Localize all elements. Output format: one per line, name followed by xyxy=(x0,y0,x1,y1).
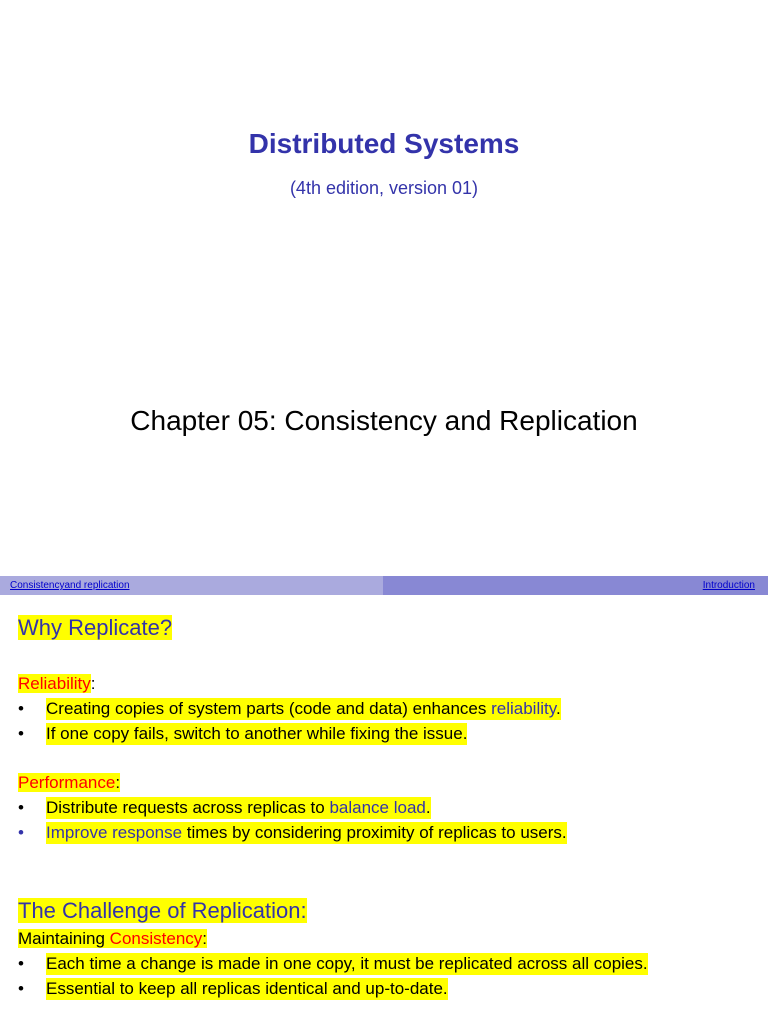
bullet-icon: • xyxy=(18,954,24,973)
bullet-keyword: balance load xyxy=(329,798,426,817)
heading-challenge-text: The Challenge of Replication: xyxy=(18,898,307,923)
bullet-icon: • xyxy=(18,699,24,718)
bullet-text: Creating copies of system parts (code and data) enhances xyxy=(46,699,492,718)
heading-why-replicate-text: Why Replicate? xyxy=(18,615,173,640)
slide-subtitle: (4th edition, version 01) xyxy=(289,178,479,198)
bullet-icon: • xyxy=(18,979,24,998)
chapter-title: Chapter 05: Consistency and Replication xyxy=(130,405,638,436)
list-item xyxy=(18,723,467,745)
slide-content xyxy=(0,595,768,1024)
bullet-text: If one copy fails, switch to another while fixing the issue. xyxy=(46,724,468,743)
bullet-keyword: reliability xyxy=(491,699,556,718)
bullet-text: times by considering proximity of replicas to users. xyxy=(182,823,567,842)
list-item xyxy=(18,978,448,1000)
performance-keyword: Performance xyxy=(18,773,116,792)
banner-left xyxy=(0,576,383,595)
bullet-tail: . xyxy=(425,798,431,817)
reliability-keyword: Reliability xyxy=(18,674,91,693)
maintaining-prefix: Maintaining xyxy=(18,929,110,948)
bullet-keyword: Improve response xyxy=(46,823,183,842)
slide-title: Distributed Systems xyxy=(248,128,520,159)
bullet-icon: • xyxy=(18,798,24,817)
reliability-colon: : xyxy=(90,674,96,693)
maintaining-colon: : xyxy=(202,929,208,948)
bullet-text: Distribute requests across replicas to xyxy=(46,798,330,817)
list-item xyxy=(18,698,561,720)
heading-challenge xyxy=(18,898,307,924)
list-item xyxy=(18,953,648,975)
bullet-tail: . xyxy=(555,699,561,718)
list-item xyxy=(18,822,567,844)
performance-colon: : xyxy=(115,773,121,792)
introduction-link[interactable]: Introduction xyxy=(702,580,755,591)
consistency-link[interactable]: Consistency xyxy=(10,580,65,591)
heading-why-replicate xyxy=(18,615,172,641)
bullet-icon: • xyxy=(18,724,24,743)
replication-link[interactable]: and replication xyxy=(64,580,130,591)
bullet-text: Essential to keep all replicas identical and up-to-date. xyxy=(46,979,448,998)
bullet-text: Each time a change is made in one copy, it must be replicated across all copies. xyxy=(46,954,648,973)
maintaining-label xyxy=(18,928,207,950)
slide-banner xyxy=(0,576,768,595)
banner-right xyxy=(383,576,768,595)
reliability-label xyxy=(18,673,95,695)
bullet-icon: • xyxy=(18,823,24,842)
list-item xyxy=(18,797,431,819)
performance-label xyxy=(18,772,120,794)
consistency-keyword: Consistency xyxy=(109,929,203,948)
